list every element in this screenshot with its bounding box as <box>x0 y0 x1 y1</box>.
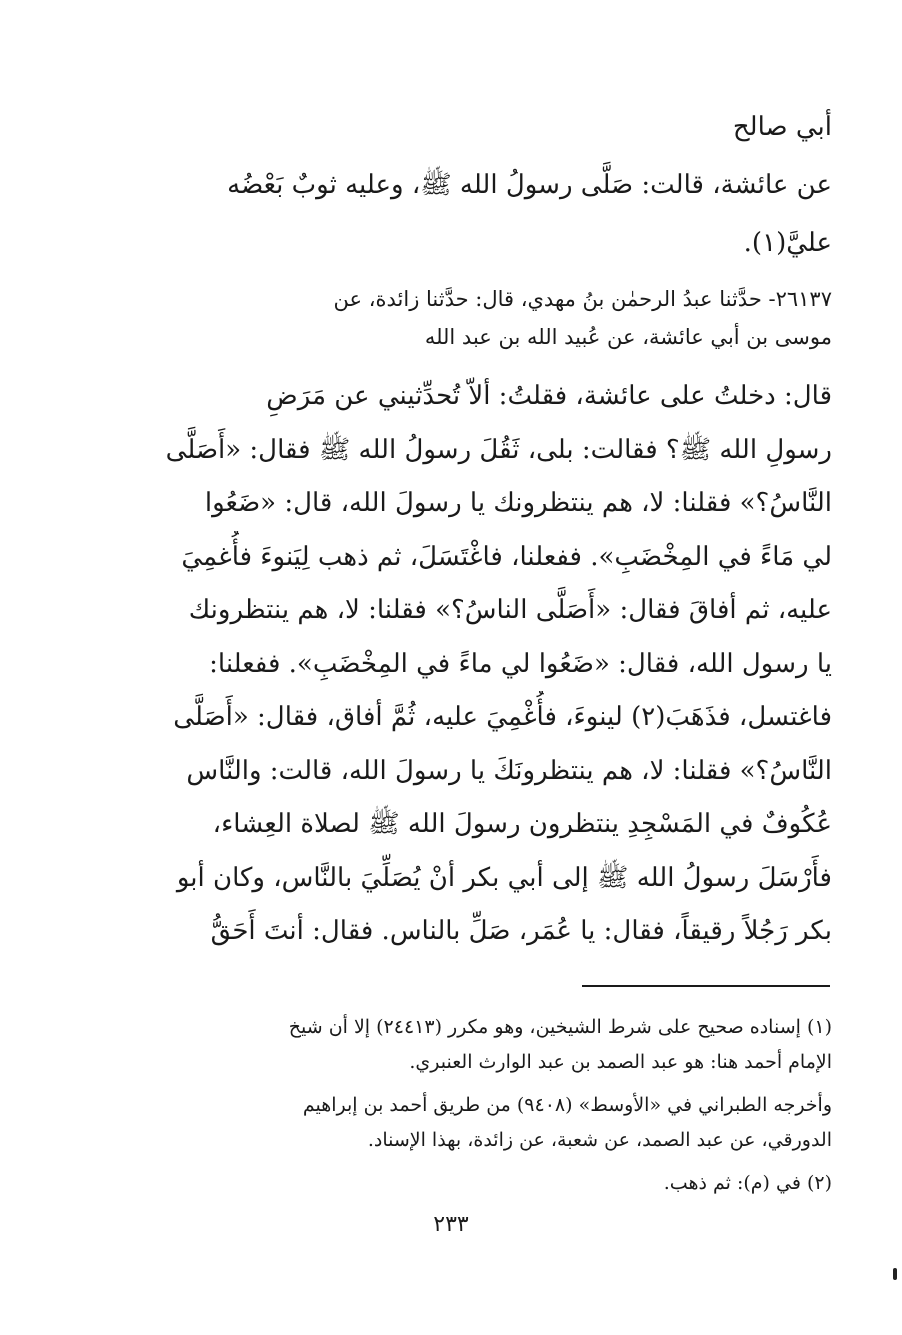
continued-line: أبي صالح <box>732 112 832 142</box>
matn-line: فاغتسل، فذَهَبَ(٢) لينوءَ، فأُغْمِيَ عليه، ثُمَّ أفاق، فقال: «أَصَلَّى <box>173 702 832 732</box>
text-line: عن عائشة، قالت: صَلَّى رسولُ الله ﷺ، وعليه ثوبٌ بَعْضُه <box>227 170 832 200</box>
lead-paragraph <box>130 98 832 272</box>
hadith-isnad <box>130 280 832 356</box>
matn-line: عُكُوفٌ في المَسْجِدِ ينتظرون رسولَ الله ﷺ لصلاة العِشاء، <box>212 809 832 839</box>
matn-line: قال: دخلتُ على عائشة، فقلتُ: ألاّ تُحدِّثيني عن مَرَضِ <box>266 381 832 411</box>
footnote-line: الدورقي، عن عبد الصمد، عن شعبة، عن زائدة، بهذا الإسناد. <box>367 1129 832 1151</box>
matn-line: النَّاسُ؟» فقلنا: لا، هم ينتظرونك يا رسولَ الله، قال: «ضَعُوا <box>204 488 832 518</box>
spacer <box>130 1158 832 1166</box>
matn-line: فأَرْسَلَ رسولُ الله ﷺ إلى أبي بكر أنْ يُصَلِّيَ بالنَّاس، وكان أبو <box>176 862 832 893</box>
hadith-matn <box>130 370 832 959</box>
footnote-1 <box>130 1010 832 1080</box>
footnote-line: وأخرجه الطبراني في «الأوسط» (٩٤٠٨) من طريق أحمد بن إبراهيم <box>302 1094 832 1116</box>
footnote-2 <box>130 1166 832 1201</box>
isnad-line: ٢٦١٣٧- حدَّثنا عبدُ الرحمٰن بنُ مهدي، قال: حدَّثنا زائدة، عن <box>333 287 832 311</box>
matn-line: يا رسول الله، فقال: «ضَعُوا لي ماءً في المِخْضَبِ». ففعلنا: <box>209 648 832 679</box>
scan-speck <box>893 1268 897 1280</box>
footnote-line: الإمام أحمد هنا: هو عبد الصمد بن عبد الوارث العنبري. <box>409 1051 832 1073</box>
isnad-line: موسى بن أبي عائشة، عن عُبيد الله بن عبد الله <box>424 325 832 349</box>
matn-line: لي مَاءً في المِخْضَبِ». ففعلنا، فاغْتَسَلَ، ثم ذهب لِيَنوءَ فأُغمِيَ <box>181 541 832 572</box>
footnotes <box>130 1010 832 1201</box>
spacer <box>130 1080 832 1088</box>
footnote-line: (٢) في (م): ثم ذهب. <box>663 1172 832 1194</box>
matn-line: عليه، ثم أفاقَ فقال: «أَصَلَّى الناسُ؟» فقلنا: لا، هم ينتظرونك <box>188 595 832 625</box>
footnote-1-continued <box>130 1088 832 1158</box>
matn-line: رسولِ الله ﷺ؟ فقالت: بلى، ثَقُلَ رسولُ الله ﷺ فقال: «أَصَلَّى <box>165 434 832 465</box>
matn-line: بكر رَجُلاً رقيقاً، فقال: يا عُمَر، صَلِّ بالناس. فقال: أنتَ أَحَقُّ <box>210 916 832 946</box>
page-number: ٢٣٣ <box>433 1212 469 1237</box>
footnote-separator <box>582 985 830 987</box>
matn-line: النَّاسُ؟» فقلنا: لا، هم ينتظرونَكَ يا رسولَ الله، قالت: والنَّاس <box>186 755 832 786</box>
text-line: عليَّ(١). <box>743 228 832 258</box>
footnote-line: (١) إسناده صحيح على شرط الشيخين، وهو مكرر (٢٤٤١٣) إلا أن شيخ <box>288 1016 832 1038</box>
